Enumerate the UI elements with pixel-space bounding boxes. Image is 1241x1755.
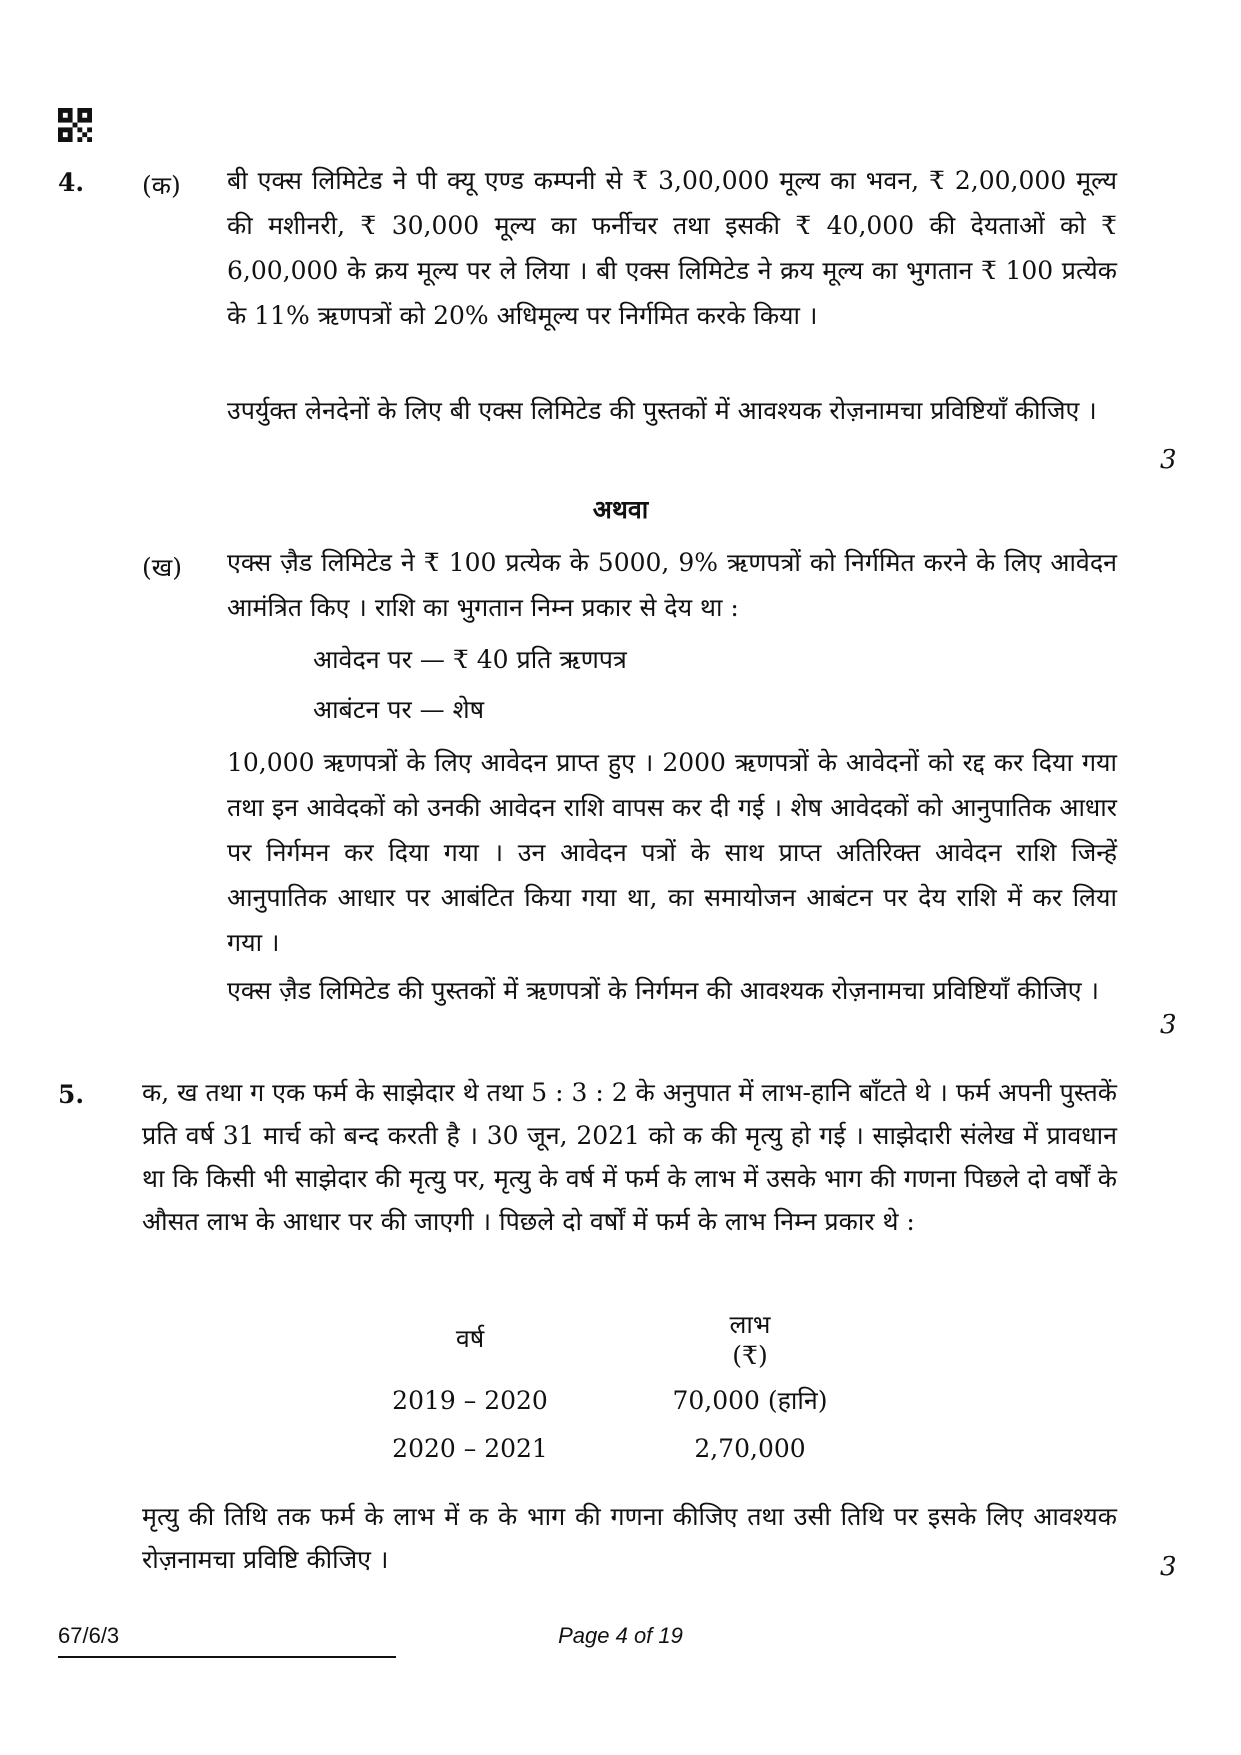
paper-code: 67/6/3 <box>58 1623 120 1648</box>
or-separator: अथवा <box>592 495 649 524</box>
payment-term-allotment: आबंटन पर — शेष <box>313 695 485 724</box>
qr-code-icon <box>58 108 92 142</box>
payment-term-application: आवेदन पर — ₹ 40 प्रति ऋणपत्र <box>313 645 627 674</box>
table-cell-profit: 2,70,000 <box>694 1433 806 1463</box>
table-header-profit-label: लाभ <box>729 1309 771 1339</box>
table-header-year: वर्ष <box>455 1324 485 1353</box>
question-5-instruction: मृत्यु की तिथि तक फर्म के लाभ में क के भाग की गणना कीजिए तथा उसी तिथि पर इसके लिए आवश्यक रोज़नामचा प्रविष्टि कीजिए । <box>142 1502 1117 1574</box>
table-row <box>340 1424 900 1472</box>
question-4b-intro: एक्स ज़ैड लिमिटेड ने ₹ 100 प्रत्येक के 5000, 9% ऋणपत्रों को निर्गमित करने के लिए आवेदन आमंत्रित किए । राशि का भुगतान निम्न प्रकार से देय था : <box>227 548 1117 622</box>
question-4a-text: बी एक्स लिमिटेड ने पी क्यू एण्ड कम्पनी से ₹ 3,00,000 मूल्य का भवन, ₹ 2,00,000 मूल्य की मशीनरी, ₹ 30,000 मूल्य का फर्नीचर तथा इसकी ₹ 40,000 की देयताओं को ₹ 6,00,000 के क्रय मूल्य पर ले लिया । बी एक्स लिमिटेड ने क्रय मूल्य का भुगतान ₹ 100 प्रत्येक के 11% ऋणपत्रों को 20% अधिमूल्य पर निर्गमित करके किया । <box>227 166 1117 330</box>
table-row <box>340 1376 900 1424</box>
question-4b-details: 10,000 ऋणपत्रों के लिए आवेदन प्राप्त हुए । 2000 ऋणपत्रों के आवेदनों को रद्द कर दिया गया तथा इन आवेदकों को उनकी आवेदन राशि वापस कर दी गई । शेष आवेदकों को आनुपातिक आधार पर निर्गमन कर दिया गया । उन आवेदन पत्रों के साथ प्राप्त अतिरिक्त आवेदन राशि जिन्हें आनुपातिक आधार पर आबंटित किया गया था, का समायोजन आबंटन पर देय राशि में कर लिया गया । <box>227 748 1117 957</box>
question-4a-marks: 3 <box>1160 445 1177 475</box>
question-5-text: क, ख तथा ग एक फर्म के साझेदार थे तथा 5 : 3 : 2 के अनुपात में लाभ-हानि बाँटते थे । फर्म अपनी पुस्तकें प्रति वर्ष 31 मार्च को बन्द करती है । 30 जून, 2021 को क की मृत्यु हो गई । साझेदारी संलेख में प्रावधान था कि किसी भी साझेदार की मृत्यु पर, मृत्यु के वर्ष में फर्म के लाभ में उसके भाग की गणना पिछले दो वर्षों के औसत लाभ के आधार पर की जाएगी । पिछले दो वर्षों में फर्म के लाभ निम्न प्रकार थे : <box>142 1078 1117 1236</box>
table-cell-year: 2019 – 2020 <box>392 1385 548 1415</box>
question-4b-marks: 3 <box>1160 1010 1177 1040</box>
table-cell-year: 2020 – 2021 <box>392 1433 548 1463</box>
profit-table <box>340 1300 900 1472</box>
question-4b-instruction: एक्स ज़ैड लिमिटेड की पुस्तकों में ऋणपत्रों के निर्गमन की आवश्यक रोज़नामचा प्रविष्टियाँ कीजिए । <box>227 976 1100 1005</box>
table-header-profit-unit: (₹) <box>732 1340 768 1370</box>
question-4a-label: (क) <box>142 171 181 200</box>
question-4a-instruction: उपर्युक्त लेनदेनों के लिए बी एक्स लिमिटेड की पुस्तकों में आवश्यक रोज़नामचा प्रविष्टियाँ कीजिए । <box>227 396 1097 425</box>
question-4b-label: (ख) <box>142 553 182 582</box>
footer-divider <box>58 1656 396 1658</box>
table-cell-profit: 70,000 (हानि) <box>672 1386 828 1415</box>
page-number: Page 4 of 19 <box>558 1623 683 1648</box>
question-5-number: 5. <box>58 1080 85 1109</box>
table-header-row <box>340 1300 900 1376</box>
table-header-profit <box>600 1307 900 1370</box>
question-5-marks: 3 <box>1160 1552 1177 1582</box>
question-4-number: 4. <box>58 168 85 197</box>
